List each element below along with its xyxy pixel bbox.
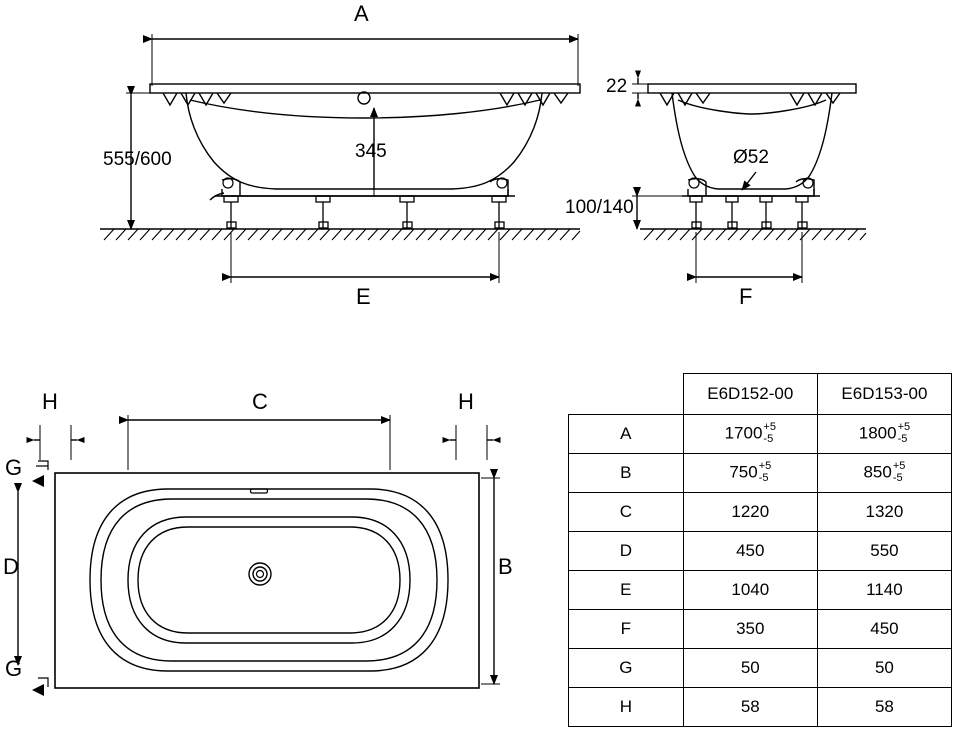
tolerance-lower: -5	[897, 433, 908, 445]
table-row	[569, 415, 952, 454]
row-value-model-2	[817, 454, 951, 493]
table-row	[569, 493, 952, 532]
tolerance	[763, 422, 776, 445]
label-side-drain-diameter: Ø52	[733, 147, 769, 168]
row-value-model-2: 1140	[817, 571, 951, 610]
label-top-overall-width-b: B	[498, 554, 513, 579]
tolerance	[898, 422, 911, 445]
row-key: G	[569, 649, 684, 688]
label-top-corner-bottom-g: G	[5, 656, 23, 681]
row-value-model-2: 550	[817, 532, 951, 571]
row-value-model-1: 50	[683, 649, 817, 688]
value-number: 1800	[858, 424, 897, 443]
label-top-inner-width-d: D	[3, 554, 19, 579]
row-value-model-1: 350	[683, 610, 817, 649]
table-header-row	[569, 374, 952, 415]
label-front-height: 555/600	[103, 149, 172, 170]
row-value-model-2: 450	[817, 610, 951, 649]
label-side-rim-thickness: 22	[606, 76, 628, 97]
row-value-model-1	[683, 415, 817, 454]
value-number: 850	[863, 463, 892, 482]
table-row	[569, 610, 952, 649]
tolerance-lower: -5	[758, 472, 769, 484]
label-top-corner-top-g: G	[5, 455, 23, 480]
table-row	[569, 532, 952, 571]
row-key: A	[569, 415, 684, 454]
table-row	[569, 688, 952, 727]
dimension-table	[568, 373, 952, 727]
row-value-model-2	[817, 415, 951, 454]
tolerance-upper: +5	[897, 421, 911, 434]
row-value-model-1	[683, 454, 817, 493]
row-key: C	[569, 493, 684, 532]
row-value-model-2: 58	[817, 688, 951, 727]
row-key: H	[569, 688, 684, 727]
table-header-model-1: E6D152-00	[683, 374, 817, 415]
table-body	[569, 374, 952, 727]
label-top-edge-right-h: H	[458, 389, 474, 414]
row-key: F	[569, 610, 684, 649]
tolerance-upper: +5	[763, 421, 776, 434]
row-value-model-1: 58	[683, 688, 817, 727]
table-header-model-2: E6D153-00	[817, 374, 951, 415]
label-front-width-a: A	[354, 1, 369, 26]
tolerance	[893, 461, 906, 484]
row-key: B	[569, 454, 684, 493]
value-number: 750	[729, 463, 758, 482]
tolerance-lower: -5	[892, 472, 903, 484]
tolerance-upper: +5	[892, 460, 906, 473]
tolerance-lower: -5	[763, 433, 774, 445]
table-row	[569, 571, 952, 610]
table-header-blank	[569, 374, 684, 415]
row-value-model-2: 50	[817, 649, 951, 688]
tolerance	[759, 461, 772, 484]
value-number: 1700	[724, 424, 763, 443]
row-value-model-1: 450	[683, 532, 817, 571]
table-row	[569, 649, 952, 688]
label-side-base-f: F	[739, 284, 753, 309]
row-key: E	[569, 571, 684, 610]
label-side-foot-height: 100/140	[565, 197, 634, 218]
tolerance-upper: +5	[758, 460, 772, 473]
label-top-edge-left-h: H	[42, 389, 58, 414]
label-front-base-e: E	[356, 284, 371, 309]
row-value-model-1: 1040	[683, 571, 817, 610]
label-front-center-height: 345	[355, 141, 387, 162]
table-row	[569, 454, 952, 493]
label-top-inner-length-c: C	[252, 389, 268, 414]
row-value-model-2: 1320	[817, 493, 951, 532]
row-value-model-1: 1220	[683, 493, 817, 532]
row-key: D	[569, 532, 684, 571]
